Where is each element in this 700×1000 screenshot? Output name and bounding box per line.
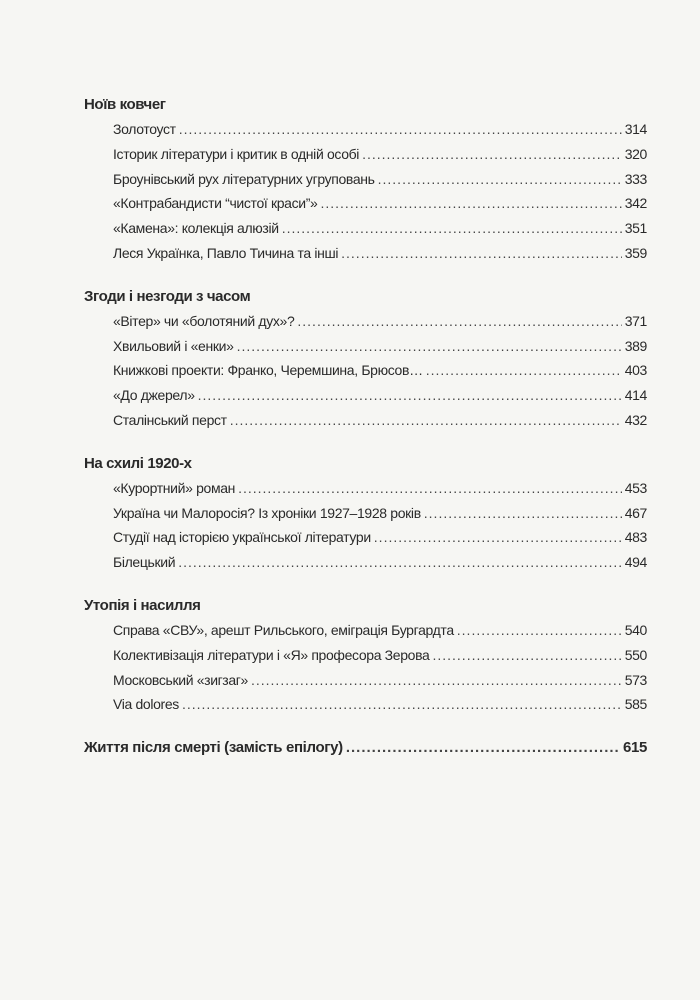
page-number: 453 <box>624 479 647 496</box>
toc-entry <box>84 692 647 717</box>
page-number: 483 <box>624 529 647 546</box>
toc-entry <box>84 476 647 501</box>
entry-title: Золотоуст <box>113 121 176 137</box>
page-number: 615 <box>623 739 647 757</box>
page-number: 414 <box>624 387 647 404</box>
toc-entry <box>84 241 647 266</box>
entry-title: «Камена»: колекція алюзій <box>113 220 279 237</box>
page-number: 359 <box>624 244 647 261</box>
entry-title: Життя після смерті (замість епілогу) <box>84 739 343 757</box>
dot-leader <box>362 142 622 167</box>
entry-title: Сталінський перст <box>113 411 227 428</box>
toc-entry <box>84 643 647 668</box>
dot-leader <box>320 191 621 216</box>
dot-leader <box>178 550 622 575</box>
dot-leader <box>457 618 622 643</box>
page-number: 351 <box>624 220 647 237</box>
dot-leader <box>282 216 622 241</box>
entry-title: «До джерел» <box>113 387 195 404</box>
toc-entry <box>84 117 647 142</box>
toc-entry <box>84 142 647 167</box>
toc-entry <box>84 668 647 693</box>
toc-entry <box>84 216 647 241</box>
section-heading: Ноїв ковчег <box>84 96 166 113</box>
page-number: 389 <box>624 337 647 354</box>
dot-leader <box>179 117 622 142</box>
page-number: 320 <box>624 145 647 162</box>
entry-title: Історик літератури і критик в одній особі <box>113 145 360 162</box>
page-number: 314 <box>624 121 647 137</box>
page-number: 371 <box>624 312 647 329</box>
toc-section <box>84 594 647 717</box>
toc-section <box>84 452 647 575</box>
entry-title: Хвильовий і «енки» <box>113 337 234 354</box>
page-number: 540 <box>624 621 647 638</box>
toc-entry <box>84 525 647 550</box>
entry-title: Колективізація літератури і «Я» професора Зерова <box>113 646 430 663</box>
dot-leader <box>346 736 620 761</box>
section-heading: Згоди і незгоди з часом <box>84 287 251 305</box>
toc-entry <box>84 550 647 575</box>
toc-entry <box>84 334 647 359</box>
entry-title: «Вітер» чи «болотяний дух»? <box>113 312 295 329</box>
entry-title: «Контрабандисти “чистої краси”» <box>113 195 318 212</box>
toc-epilogue <box>84 736 647 761</box>
table-of-contents <box>84 93 647 761</box>
entry-title: Справа «СВУ», арешт Рильського, еміграція Бургардта <box>113 621 454 638</box>
page-number: 494 <box>624 554 647 571</box>
dot-leader <box>426 358 622 383</box>
dot-leader <box>238 476 622 501</box>
toc-entry <box>84 501 647 526</box>
page-number: 550 <box>624 646 647 663</box>
entry-title: Книжкові проекти: Франко, Черемшина, Брюсов… <box>113 362 423 379</box>
toc-section <box>84 93 647 266</box>
page-number: 467 <box>624 504 647 521</box>
section-heading: Утопія і насилля <box>84 596 201 614</box>
page-number: 403 <box>624 362 647 379</box>
page-number: 333 <box>624 170 647 187</box>
entry-title: Леся Українка, Павло Тичина та інші <box>113 244 339 261</box>
toc-entry <box>84 191 647 216</box>
entry-title: «Курортний» роман <box>113 479 236 496</box>
entry-title: Україна чи Малоросія? Із хроніки 1927–1928 років <box>113 504 421 521</box>
page-number: 342 <box>624 195 647 212</box>
toc-entry <box>84 383 647 408</box>
dot-leader <box>230 408 622 433</box>
dot-leader <box>378 167 622 192</box>
dot-leader <box>297 309 621 334</box>
dot-leader <box>341 241 622 266</box>
page-number: 573 <box>624 671 647 688</box>
entry-title: Білецький <box>113 554 176 571</box>
section-heading: На схилі 1920-х <box>84 454 192 472</box>
entry-title: Московський «зигзаг» <box>113 671 248 688</box>
toc-entry <box>84 358 647 383</box>
dot-leader <box>432 643 621 668</box>
dot-leader <box>424 501 622 526</box>
entry-title: Via dolores <box>113 696 179 713</box>
entry-title: Студії над історією української літератури <box>113 529 371 546</box>
dot-leader <box>374 525 622 550</box>
toc-entry <box>84 618 647 643</box>
dot-leader <box>198 383 622 408</box>
toc-entry <box>84 167 647 192</box>
page-number: 432 <box>624 411 647 428</box>
toc-entry <box>84 309 647 334</box>
entry-title: Броунівський рух літературних угруповань <box>113 170 375 187</box>
page-number: 585 <box>624 696 647 713</box>
dot-leader <box>237 334 622 359</box>
dot-leader <box>182 692 622 717</box>
dot-leader <box>251 668 622 693</box>
toc-entry <box>84 408 647 433</box>
toc-section <box>84 285 647 433</box>
